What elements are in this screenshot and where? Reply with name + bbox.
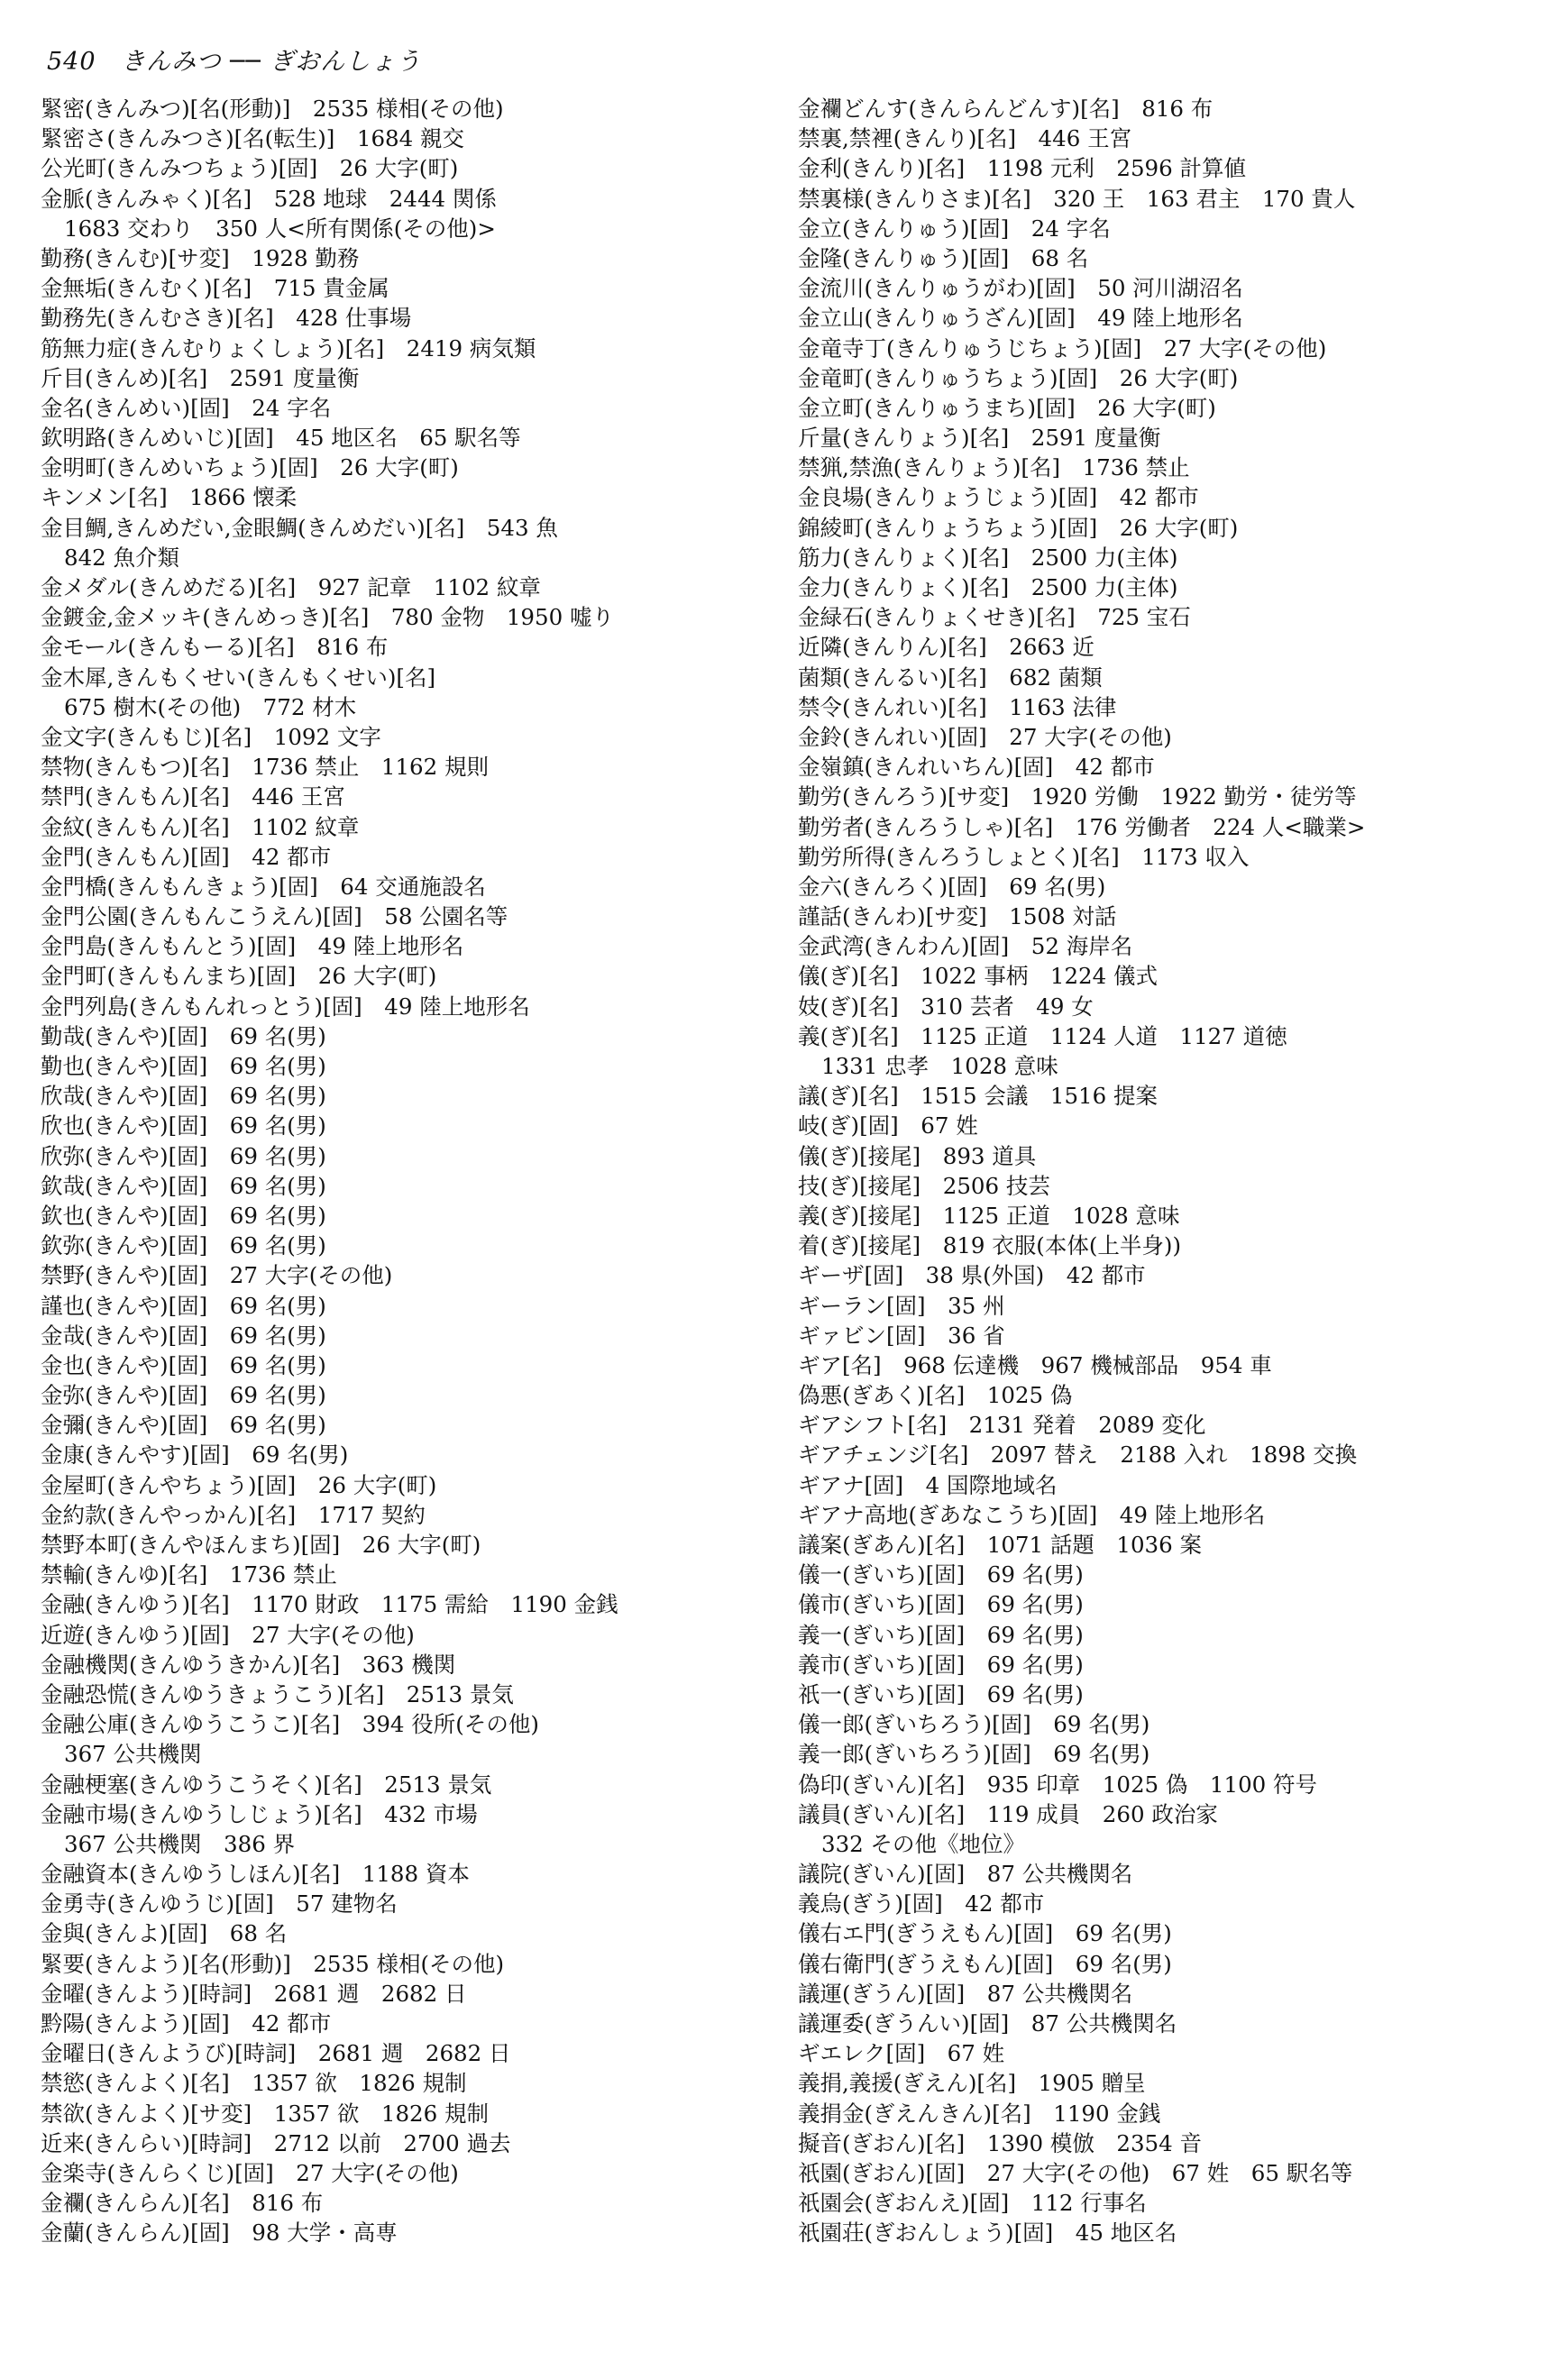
dictionary-entry: 緊要(きんよう)[名(形動)] 2535 様相(その他): [41, 1950, 505, 1977]
dictionary-entry: 義市(ぎいち)[固] 69 名(男): [798, 1651, 1084, 1678]
dictionary-entry: 金與(きんよ)[固] 68 名: [41, 1920, 288, 1947]
dictionary-entry: 金襴(きんらん)[名] 816 布: [41, 2190, 324, 2217]
dictionary-entry: 金門町(きんもんまち)[固] 26 大字(町): [41, 963, 437, 990]
dictionary-entry: 勤務先(きんむさき)[名] 428 仕事場: [41, 305, 412, 332]
dictionary-entry: 金竜町(きんりゅうちょう)[固] 26 大字(町): [798, 364, 1239, 391]
dictionary-entry: 勤労所得(きんろうしょとく)[名] 1173 収入: [798, 843, 1250, 870]
dictionary-entry: 欣也(きんや)[固] 69 名(男): [41, 1112, 326, 1140]
dictionary-entry: 議運委(ぎうんい)[固] 87 公共機関名: [798, 2010, 1177, 2037]
dictionary-entry: 金立山(きんりゅうざん)[固] 49 陸上地形名: [798, 305, 1243, 332]
page-header: [47, 41, 421, 77]
dictionary-entry: 勤哉(きんや)[固] 69 名(男): [41, 1022, 326, 1049]
dictionary-entry: 金門公園(きんもんこうえん)[固] 58 公園名等: [41, 903, 508, 930]
dictionary-entry: 欣弥(きんや)[固] 69 名(男): [41, 1142, 326, 1169]
dictionary-entry: 金襴どんす(きんらんどんす)[名] 816 布: [798, 96, 1214, 122]
dictionary-entry: 金脈(きんみゃく)[名] 528 地球 2444 関係: [41, 185, 497, 212]
dictionary-entry: 祇園(ぎおん)[固] 27 大字(その他) 67 姓 65 駅名等: [798, 2159, 1353, 2186]
dictionary-entry: 菌類(きんるい)[名] 682 菌類: [798, 664, 1103, 691]
dictionary-entry: 議院(ぎいん)[固] 87 公共機関名: [798, 1861, 1133, 1888]
dictionary-entry: 金曜(きんよう)[時詞] 2681 週 2682 日: [41, 1980, 467, 2007]
dictionary-entry: 着(ぎ)[接尾] 819 衣服(本体(上半身)): [798, 1232, 1182, 1259]
dictionary-entry: 近隣(きんりん)[名] 2663 近: [798, 634, 1094, 661]
dictionary-entry: 金鍍金,金メッキ(きんめっき)[名] 780 金物 1950 嘘り: [41, 604, 614, 631]
dictionary-entry: 金融梗塞(きんゆうこうそく)[名] 2513 景気: [41, 1771, 492, 1798]
dictionary-entry: 金力(きんりょく)[名] 2500 力(主体): [798, 574, 1178, 600]
left-column: [41, 94, 771, 2248]
entry-continuation: 1683 交わり 350 人<所有関係(その他)>: [64, 215, 496, 242]
dictionary-entry: 謹話(きんわ)[サ変] 1508 対話: [798, 903, 1117, 930]
dictionary-entry: 金無垢(きんむく)[名] 715 貴金属: [41, 275, 389, 302]
dictionary-entry: 義(ぎ)[名] 1125 正道 1124 人道 1127 道徳: [798, 1022, 1287, 1049]
dictionary-entry: 金約款(きんやっかん)[名] 1717 契約: [41, 1501, 426, 1528]
dictionary-entry: 欽弥(きんや)[固] 69 名(男): [41, 1232, 326, 1259]
dictionary-entry: 緊密さ(きんみつさ)[名(転生)] 1684 親交: [41, 125, 464, 152]
dictionary-entry: 近遊(きんゆう)[固] 27 大字(その他): [41, 1621, 415, 1648]
dictionary-entry: 欽明路(きんめいじ)[固] 45 地区名 65 駅名等: [41, 425, 521, 452]
dictionary-entry: 義一郎(ぎいちろう)[固] 69 名(男): [798, 1741, 1150, 1768]
dictionary-entry: 議員(ぎいん)[名] 119 成員 260 政治家: [798, 1800, 1218, 1827]
dictionary-entry: 金融恐慌(きんゆうきょうこう)[名] 2513 景気: [41, 1680, 514, 1707]
dictionary-entry: 金屋町(きんやちょう)[固] 26 大字(町): [41, 1471, 437, 1498]
dictionary-entry: 緊密(きんみつ)[名(形動)] 2535 様相(その他): [41, 96, 504, 122]
dictionary-entry: 儀市(ぎいち)[固] 69 名(男): [798, 1591, 1084, 1618]
dictionary-entry: 金融市場(きんゆうしじょう)[名] 432 市場: [41, 1800, 478, 1827]
entry-continuation: 367 公共機関: [64, 1741, 202, 1768]
dictionary-entry: 儀右エ門(ぎうえもん)[固] 69 名(男): [798, 1920, 1172, 1947]
dictionary-entry: 技(ぎ)[接尾] 2506 技芸: [798, 1172, 1050, 1199]
dictionary-entry: ギアシフト[名] 2131 発着 2089 変化: [798, 1412, 1206, 1439]
dictionary-entry: 金門橋(きんもんきょう)[固] 64 交通施設名: [41, 873, 486, 900]
dictionary-entry: 金隆(きんりゅう)[固] 68 名: [798, 244, 1089, 271]
dictionary-entry: 禁物(きんもつ)[名] 1736 禁止 1162 規則: [41, 754, 490, 781]
dictionary-entry: 金融公庫(きんゆうこうこ)[名] 394 役所(その他): [41, 1711, 539, 1738]
dictionary-entry: 金竜寺丁(きんりゅうじちょう)[固] 27 大字(その他): [798, 334, 1327, 362]
dictionary-entry: 金文字(きんもじ)[名] 1092 文字: [41, 723, 381, 750]
dictionary-entry: 金楽寺(きんらくじ)[固] 27 大字(その他): [41, 2159, 459, 2186]
dictionary-entry: ギーラン[固] 35 州: [798, 1292, 1005, 1319]
entry-continuation: 842 魚介類: [64, 544, 180, 571]
right-column: [798, 94, 1528, 2248]
dictionary-entry: 金緑石(きんりょくせき)[名] 725 宝石: [798, 604, 1191, 631]
dictionary-entry: 議案(ぎあん)[名] 1071 話題 1036 案: [798, 1532, 1203, 1558]
entry-continuation: 675 樹木(その他) 772 材木: [64, 693, 357, 720]
dictionary-entry: 禁裏様(きんりさま)[名] 320 王 163 君主 170 貴人: [798, 185, 1356, 212]
dictionary-entry: ギエレク[固] 67 姓: [798, 2040, 1005, 2067]
dictionary-entry: 議(ぎ)[名] 1515 会議 1516 提案: [798, 1083, 1159, 1110]
dictionary-entry: ギア[名] 968 伝達機 967 機械部品 954 車: [798, 1351, 1272, 1378]
dictionary-entry: 金門列島(きんもんれっとう)[固] 49 陸上地形名: [41, 993, 530, 1020]
dictionary-entry: 祇園荘(ぎおんしょう)[固] 45 地区名: [798, 2220, 1177, 2247]
dictionary-entry: 筋無力症(きんむりょくしょう)[名] 2419 病気類: [41, 334, 536, 362]
page-number: 540: [47, 48, 96, 76]
dictionary-entry: 金六(きんろく)[固] 69 名(男): [798, 873, 1106, 900]
dictionary-entry: 金利(きんり)[名] 1198 元利 2596 計算値: [798, 155, 1247, 182]
dictionary-entry: 金勇寺(きんゆうじ)[固] 57 建物名: [41, 1890, 398, 1918]
dictionary-entry: 禁令(きんれい)[名] 1163 法律: [798, 693, 1117, 720]
dictionary-entry: 禁猟,禁漁(きんりょう)[名] 1736 禁止: [798, 454, 1190, 481]
dictionary-entry: 金彌(きんや)[固] 69 名(男): [41, 1412, 326, 1439]
dictionary-entry: 勤労者(きんろうしゃ)[名] 176 労働者 224 人<職業>: [798, 813, 1366, 840]
dictionary-entry: ギァビン[固] 36 省: [798, 1322, 1005, 1349]
dictionary-entry: 金鈴(きんれい)[固] 27 大字(その他): [798, 723, 1172, 750]
dictionary-entry: 欽也(きんや)[固] 69 名(男): [41, 1202, 326, 1229]
dictionary-entry: 義捐,義援(ぎえん)[名] 1905 贈呈: [798, 2070, 1146, 2097]
dictionary-entry: 近来(きんらい)[時詞] 2712 以前 2700 過去: [41, 2129, 511, 2156]
dictionary-entry: 公光町(きんみつちょう)[固] 26 大字(町): [41, 155, 459, 182]
dictionary-entry: 金流川(きんりゅうがわ)[固] 50 河川湖沼名: [798, 275, 1243, 302]
dictionary-entry: 禁慾(きんよく)[名] 1357 欲 1826 規制: [41, 2070, 467, 2097]
dictionary-entry: 金モール(きんもーる)[名] 816 布: [41, 634, 389, 661]
dictionary-entry: 儀(ぎ)[名] 1022 事柄 1224 儀式: [798, 963, 1159, 990]
dictionary-entry: 禁野(きんや)[固] 27 大字(その他): [41, 1262, 393, 1289]
dictionary-entry: 勤也(きんや)[固] 69 名(男): [41, 1053, 326, 1079]
dictionary-entry: 儀右衛門(ぎうえもん)[固] 69 名(男): [798, 1950, 1172, 1977]
dictionary-entry: キンメン[名] 1866 懐柔: [41, 484, 298, 511]
dictionary-entry: 金武湾(きんわん)[固] 52 海岸名: [798, 933, 1133, 960]
dictionary-entry: 偽印(ぎいん)[名] 935 印章 1025 偽 1100 符号: [798, 1771, 1318, 1798]
dictionary-entry: 勤務(きんむ)[サ変] 1928 勤務: [41, 244, 360, 271]
dictionary-entry: 儀一(ぎいち)[固] 69 名(男): [798, 1561, 1084, 1588]
dictionary-entry: ギーザ[固] 38 県(外国) 42 都市: [798, 1262, 1146, 1289]
dictionary-entry: 金木犀,きんもくせい(きんもくせい)[名]: [41, 664, 436, 691]
dictionary-entry: 禁輸(きんゆ)[名] 1736 禁止: [41, 1561, 337, 1588]
dictionary-entry: 議運(ぎうん)[固] 87 公共機関名: [798, 1980, 1133, 2007]
dictionary-entry: 金嶺鎮(きんれいちん)[固] 42 都市: [798, 754, 1155, 781]
dictionary-entry: 金良場(きんりょうじょう)[固] 42 都市: [798, 484, 1199, 511]
dictionary-entry: 金哉(きんや)[固] 69 名(男): [41, 1322, 326, 1349]
dictionary-entry: 金融資本(きんゆうしほん)[名] 1188 資本: [41, 1861, 470, 1888]
entry-continuation: 367 公共機関 386 界: [64, 1830, 296, 1857]
dictionary-entry: 金名(きんめい)[固] 24 字名: [41, 394, 332, 421]
dictionary-entry: 擬音(ぎおん)[名] 1390 模倣 2354 音: [798, 2129, 1203, 2156]
dictionary-entry: 黔陽(きんよう)[固] 42 都市: [41, 2010, 332, 2037]
dictionary-entry: 金門島(きんもんとう)[固] 49 陸上地形名: [41, 933, 464, 960]
dictionary-entry: 祇一(ぎいち)[固] 69 名(男): [798, 1680, 1084, 1707]
dictionary-entry: 斤量(きんりょう)[名] 2591 度量衡: [798, 425, 1161, 452]
dictionary-entry: 偽悪(ぎあく)[名] 1025 偽: [798, 1382, 1073, 1409]
dictionary-entry: 禁欲(きんよく)[サ変] 1357 欲 1826 規制: [41, 2100, 490, 2127]
dictionary-entry: 金目鯛,きんめだい,金眼鯛(きんめだい)[名] 543 魚: [41, 514, 558, 541]
dictionary-entry: 儀(ぎ)[接尾] 893 道具: [798, 1142, 1037, 1169]
dictionary-entry: 金メダル(きんめだる)[名] 927 記章 1102 紋章: [41, 574, 541, 600]
dictionary-entry: 儀一郎(ぎいちろう)[固] 69 名(男): [798, 1711, 1150, 1738]
dictionary-entry: 斤目(きんめ)[名] 2591 度量衡: [41, 364, 360, 391]
dictionary-entry: 金蘭(きんらん)[固] 98 大学・高専: [41, 2220, 398, 2247]
dictionary-entry: 妓(ぎ)[名] 310 芸者 49 女: [798, 993, 1094, 1020]
dictionary-entry: 禁門(きんもん)[名] 446 王宮: [41, 783, 345, 810]
dictionary-entry: 義(ぎ)[接尾] 1125 正道 1028 意味: [798, 1202, 1180, 1229]
dictionary-entry: ギアナ[固] 4 国際地域名: [798, 1471, 1058, 1498]
dictionary-entry: 金融機関(きんゆうきかん)[名] 363 機関: [41, 1651, 456, 1678]
running-head: きんみつ ── ぎおんしょう: [121, 48, 422, 76]
dictionary-entry: ギアナ高地(ぎあなこうち)[固] 49 陸上地形名: [798, 1501, 1266, 1528]
dictionary-entry: 祇園会(ぎおんえ)[固] 112 行事名: [798, 2190, 1147, 2217]
dictionary-entry: 義一(ぎいち)[固] 69 名(男): [798, 1621, 1084, 1648]
dictionary-entry: 金也(きんや)[固] 69 名(男): [41, 1351, 326, 1378]
dictionary-entry: 金紋(きんもん)[名] 1102 紋章: [41, 813, 360, 840]
dictionary-entry: 金門(きんもん)[固] 42 都市: [41, 843, 332, 870]
dictionary-entry: 金弥(きんや)[固] 69 名(男): [41, 1382, 326, 1409]
dictionary-entry: 欽哉(きんや)[固] 69 名(男): [41, 1172, 326, 1199]
dictionary-entry: 勤労(きんろう)[サ変] 1920 労働 1922 勤労・徒労等: [798, 783, 1357, 810]
dictionary-entry: 禁裏,禁裡(きんり)[名] 446 王宮: [798, 125, 1132, 152]
dictionary-entry: 金立(きんりゅう)[固] 24 字名: [798, 215, 1111, 242]
dictionary-entry: 金融(きんゆう)[名] 1170 財政 1175 需給 1190 金銭: [41, 1591, 618, 1618]
dictionary-entry: 義捐金(ぎえんきん)[名] 1190 金銭: [798, 2100, 1161, 2127]
dictionary-entry: 欣哉(きんや)[固] 69 名(男): [41, 1083, 326, 1110]
entry-continuation: 1331 忠孝 1028 意味: [821, 1053, 1058, 1079]
dictionary-entry: 金曜日(きんようび)[時詞] 2681 週 2682 日: [41, 2040, 511, 2067]
dictionary-entry: 岐(ぎ)[固] 67 姓: [798, 1112, 978, 1140]
entry-continuation: 332 その他《地位》: [821, 1830, 1026, 1857]
dictionary-entry: 金康(きんやす)[固] 69 名(男): [41, 1442, 349, 1469]
dictionary-entry: 金立町(きんりゅうまち)[固] 26 大字(町): [798, 394, 1216, 421]
dictionary-entry: 禁野本町(きんやほんまち)[固] 26 大字(町): [41, 1532, 481, 1558]
dictionary-entry: 義烏(ぎう)[固] 42 都市: [798, 1890, 1045, 1918]
dictionary-entry: 金明町(きんめいちょう)[固] 26 大字(町): [41, 454, 459, 481]
dictionary-entry: 謹也(きんや)[固] 69 名(男): [41, 1292, 326, 1319]
dictionary-entry: 筋力(きんりょく)[名] 2500 力(主体): [798, 544, 1178, 571]
dictionary-entry: 錦綾町(きんりょうちょう)[固] 26 大字(町): [798, 514, 1239, 541]
dictionary-entry: ギアチェンジ[名] 2097 替え 2188 入れ 1898 交換: [798, 1442, 1358, 1469]
